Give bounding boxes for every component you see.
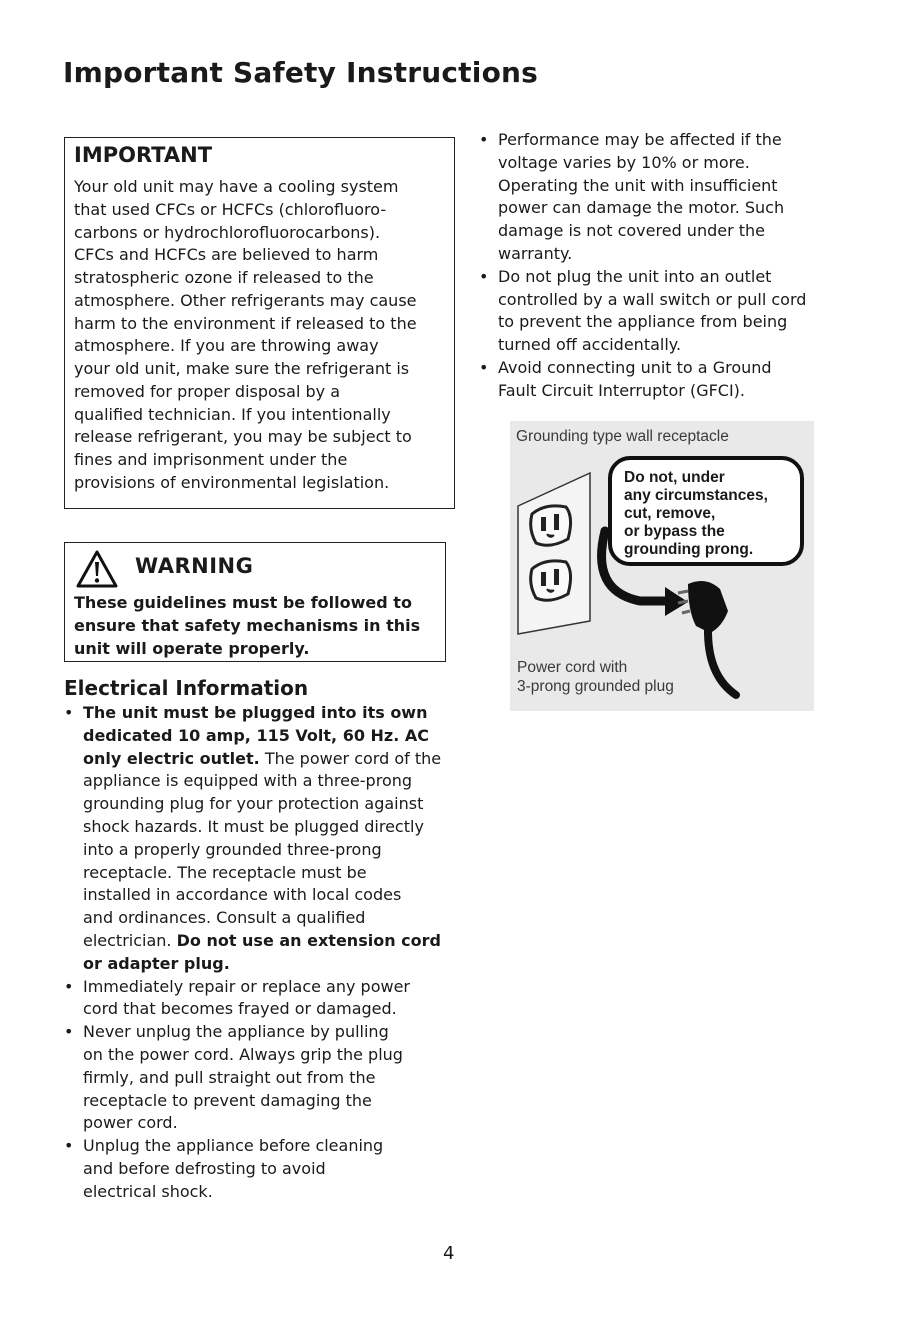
- important-line: carbons or hydrochlorofluorocarbons).: [74, 222, 381, 242]
- list-item: [479, 129, 839, 266]
- important-body: [74, 176, 446, 495]
- list-text: power can damage the motor. Such: [498, 198, 785, 218]
- electrical-heading: Electrical Information: [64, 676, 309, 700]
- warning-heading: WARNING: [135, 554, 254, 578]
- callout-box: [608, 456, 804, 566]
- list-item: [64, 702, 456, 976]
- warning-body: [74, 591, 434, 660]
- list-text: controlled by a wall switch or pull cord: [498, 289, 807, 309]
- list-item: [64, 976, 456, 1022]
- warning-line: These guidelines must be followed to: [74, 593, 412, 612]
- callout-line: Do not, under: [624, 469, 725, 486]
- list-text: firmly, and pull straight out from the: [83, 1067, 376, 1087]
- important-notice-box: [64, 137, 455, 509]
- list-text: electrical shock.: [83, 1181, 213, 1201]
- important-heading: IMPORTANT: [74, 143, 213, 167]
- caption-line: 3-prong grounded plug: [517, 677, 674, 695]
- list-item: [479, 357, 839, 403]
- list-text: cord that becomes frayed or damaged.: [83, 999, 397, 1019]
- callout-line: any circumstances,: [624, 487, 768, 504]
- important-line: atmosphere. Other refrigerants may cause: [74, 290, 417, 310]
- list-item: [64, 1021, 456, 1135]
- list-text: The power cord of the: [264, 748, 442, 768]
- list-text: Unplug the appliance before cleaning: [83, 1136, 384, 1156]
- list-text: voltage varies by 10% or more.: [498, 152, 750, 172]
- list-text: and before defrosting to avoid: [83, 1158, 326, 1178]
- list-text: installed in accordance with local codes: [83, 885, 402, 905]
- list-text: Never unplug the appliance by pulling: [83, 1022, 389, 1042]
- warning-triangle-icon: [75, 549, 119, 589]
- bold-text: dedicated 10 amp, 115 Volt, 60 Hz. AC: [83, 725, 430, 745]
- list-text: to prevent the appliance from being: [498, 312, 788, 332]
- important-line: provisions of environmental legislation.: [74, 472, 390, 492]
- list-text: warranty.: [498, 243, 573, 263]
- list-text: damage is not covered under the: [498, 221, 766, 241]
- list-text: on the power cord. Always grip the plug: [83, 1044, 403, 1064]
- list-text: power cord.: [83, 1113, 178, 1133]
- callout-line: cut, remove,: [624, 505, 716, 522]
- callout-line: grounding prong.: [624, 541, 754, 558]
- list-text: turned off accidentally.: [498, 335, 682, 355]
- important-line: fines and imprisonment under the: [74, 450, 348, 469]
- figure-caption-top: Grounding type wall receptacle: [516, 428, 729, 445]
- list-text: Performance may be affected if the: [498, 130, 782, 149]
- list-text: grounding plug for your protection against: [83, 794, 424, 814]
- bold-text: The unit must be plugged into its own: [83, 703, 428, 722]
- important-line: qualified technician. If you intentionally: [74, 404, 391, 424]
- list-text: shock hazards. It must be plugged directly: [83, 816, 424, 836]
- list-text: receptacle to prevent damaging the: [83, 1090, 372, 1110]
- important-line: that used CFCs or HCFCs (chlorofluoro-: [74, 199, 387, 219]
- callout-line: or bypass the: [624, 523, 725, 540]
- list-text: electrician.: [83, 930, 172, 950]
- grounding-figure: [510, 421, 814, 711]
- list-text: into a properly grounded three-prong: [83, 839, 382, 859]
- page-title: Important Safety Instructions: [63, 56, 539, 89]
- caption-line: Power cord with: [517, 659, 628, 676]
- important-line: stratospheric ozone if released to the: [74, 268, 374, 287]
- list-item: [479, 266, 839, 357]
- list-text: receptacle. The receptacle must be: [83, 862, 367, 882]
- figure-caption-bottom: [517, 659, 674, 696]
- warning-box: [64, 542, 446, 662]
- list-text: Immediately repair or replace any power: [83, 976, 411, 996]
- callout-text: [624, 469, 768, 559]
- electrical-list: [64, 702, 456, 1204]
- list-text: Fault Circuit Interruptor (GFCI).: [498, 380, 746, 400]
- list-text: Avoid connecting unit to a Ground: [498, 357, 772, 377]
- bold-text: Do not use an extension cord: [176, 930, 441, 950]
- warning-line: ensure that safety mechanisms in this: [74, 616, 421, 635]
- list-item: [64, 1135, 456, 1203]
- important-line: release refrigerant, you may be subject to: [74, 427, 412, 447]
- bold-text: only electric outlet.: [83, 748, 260, 768]
- list-text: appliance is equipped with a three-prong: [83, 771, 413, 791]
- important-line: harm to the environment if released to the: [74, 313, 417, 333]
- list-text: Operating the unit with insufficient: [498, 175, 778, 195]
- important-line: Your old unit may have a cooling system: [74, 177, 399, 196]
- warning-line: unit will operate properly.: [74, 639, 310, 658]
- right-column-list: [479, 129, 839, 403]
- important-line: CFCs and HCFCs are believed to harm: [74, 245, 379, 265]
- list-text: Do not plug the unit into an outlet: [498, 266, 772, 286]
- important-line: atmosphere. If you are throwing away: [74, 336, 379, 356]
- page-number: 4: [443, 1243, 455, 1264]
- important-line: your old unit, make sure the refrigerant is: [74, 359, 410, 378]
- list-text: and ordinances. Consult a qualified: [83, 908, 366, 928]
- important-line: removed for proper disposal by a: [74, 381, 340, 401]
- bold-text: or adapter plug.: [83, 953, 230, 973]
